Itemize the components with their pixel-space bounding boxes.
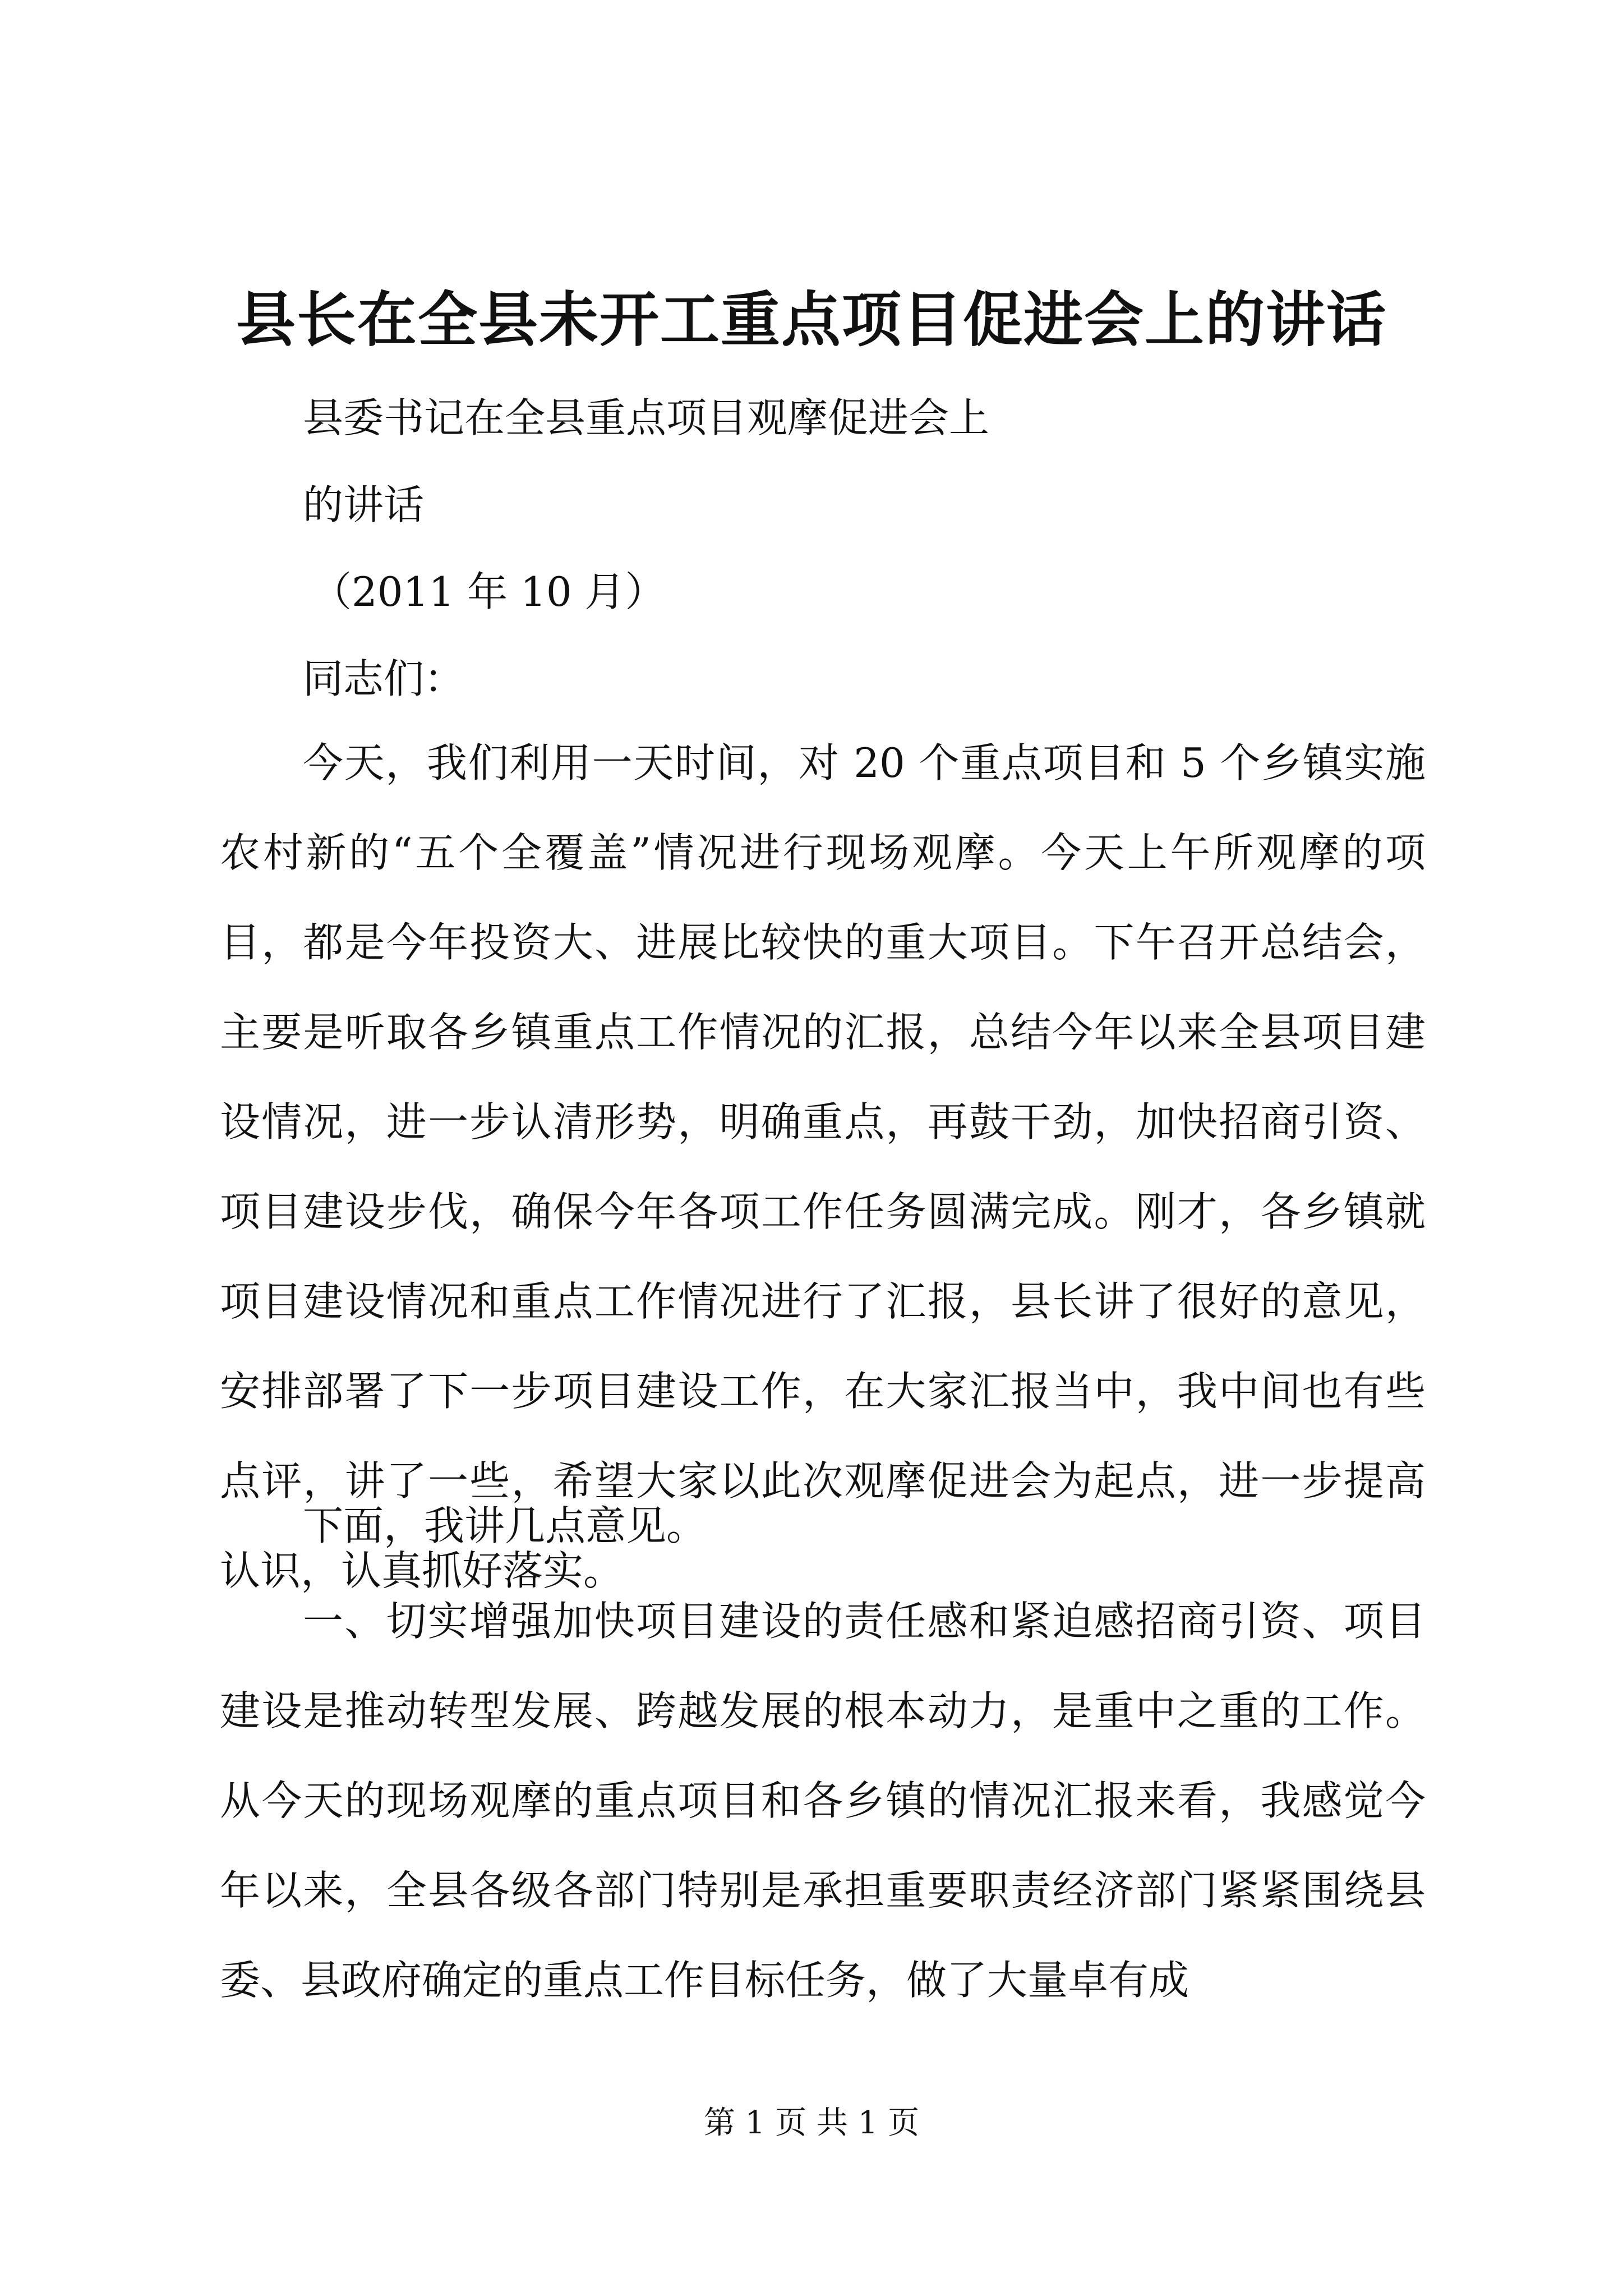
subtitle-line-1: 县委书记在全县重点项目观摩促进会上 [303, 394, 990, 441]
paragraph-1: 今天，我们利用一天时间，对 20 个重点项目和 5 个乡镇实施农村新的“五个全覆盖”情况进行现场观摩。今天上午所观摩的项目，都是今年投资大、进展比较快的重大项目。下午召开总结会，主要是听取各乡镇重点工作情况的汇报，总结今年以来全县项目建设情况，进一步认清形势，明确重点，再鼓干劲，加快招商引资、项目建设步伐，确保今年各项工作任务圆满完成。刚才，各乡镇就项目建设情况和重点工作情况进行了汇报，县长讲了很好的意见，安排部署了下一步项目建设工作，在大家汇报当中，我中间也有些点评，讲了一些，希望大家以此次观摩促进会为起点，进一步提高认识，认真抓好落实。 [220, 739, 1426, 1594]
paragraph-2: 下面，我讲几点意见。 [303, 1502, 707, 1549]
paragraph-3: 一、切实增强加快项目建设的责任感和紧迫感招商引资、项目建设是推动转型发展、跨越发展的根本动力，是重中之重的工作。从今天的现场观摩的重点项目和各乡镇的情况汇报来看，我感觉今年以来，全县各级各部门特别是承担重要职责经济部门紧紧围绕县委、县政府确定的重点工作目标任务，做了大量卓有成 [220, 1598, 1426, 2004]
document-title: 县长在全县未开工重点项目促进会上的讲话 [236, 284, 1387, 355]
page-footer: 第 1 页 共 1 页 [703, 2105, 920, 2141]
subtitle-line-2: 的讲话 [303, 481, 425, 528]
salutation: 同志们： [303, 655, 465, 702]
date-line: （2011 年 10 月） [311, 568, 666, 615]
